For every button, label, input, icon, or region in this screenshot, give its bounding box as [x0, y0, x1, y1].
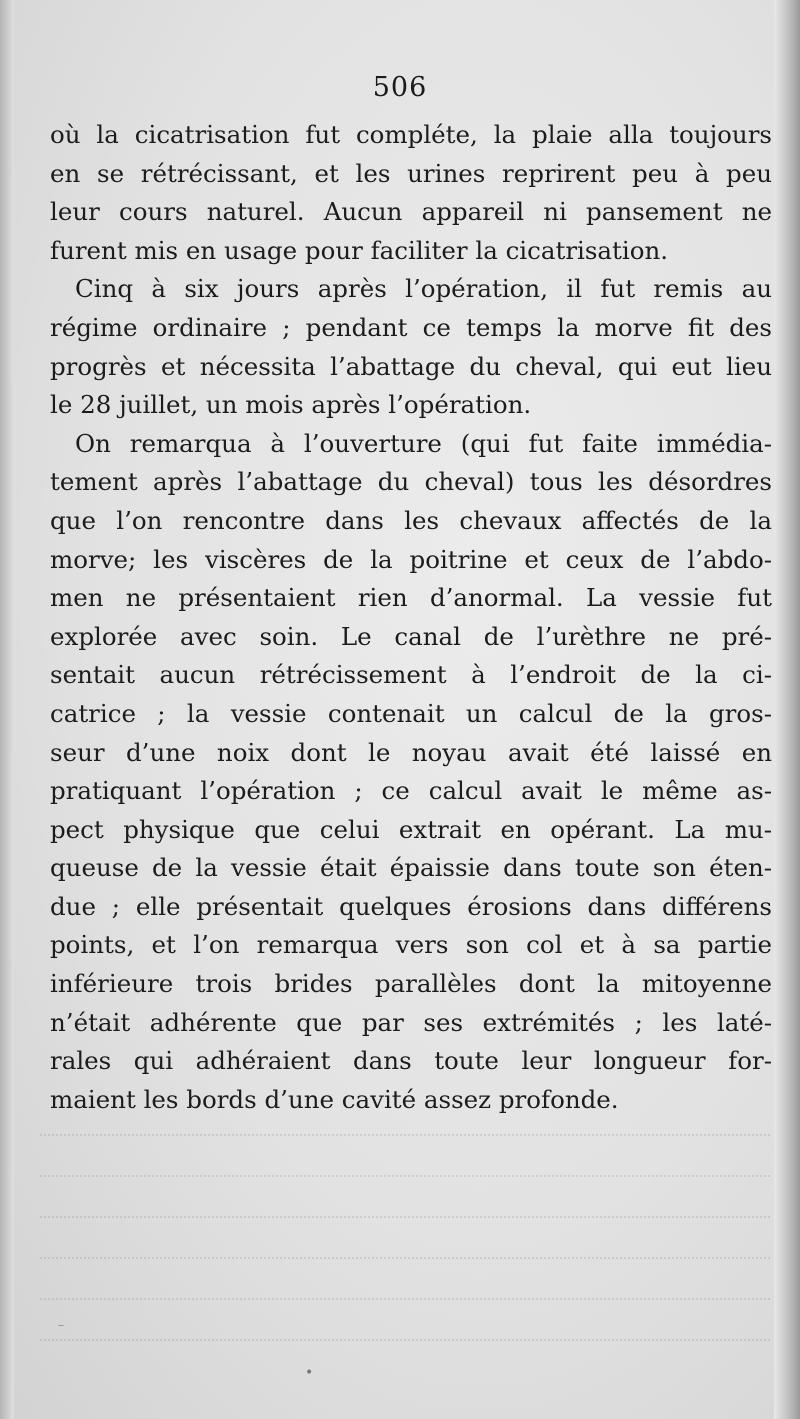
text-line: que l’on rencontre dans les chevaux affectés de la [50, 505, 772, 535]
text-line: seur d’une noix dont le noyau avait été laissé en [50, 737, 772, 767]
text-line: queuse de la vessie était épaissie dans toute son éten- [50, 853, 772, 883]
text-line: inférieure trois brides parallèles dont la mitoyenne [50, 969, 772, 999]
bleed-through-texture [40, 1095, 770, 1395]
text-line: On remarqua à l’ouverture (qui fut faite immédia- [75, 428, 772, 458]
text-line: due ; elle présentait quelques érosions dans différens [50, 891, 772, 921]
text-line: furent mis en usage pour faciliter la cicatrisation. [50, 235, 669, 265]
text-line: pratiquant l’opération ; ce calcul avait le même as- [50, 776, 772, 806]
text-line: progrès et nécessita l’abattage du cheval, qui eut lieu [50, 351, 772, 381]
text-line: n’était adhérente que par ses extrémités ; les laté- [50, 1007, 772, 1037]
text-line: points, et l’on remarqua vers son col et à sa partie [50, 930, 772, 960]
text-line: où la cicatrisation fut compléte, la plaie alla toujours [50, 120, 772, 149]
page-left-edge [0, 0, 14, 1419]
text-line: men ne présentaient rien d’anormal. La vessie fut [50, 583, 772, 613]
text-line: catrice ; la vessie contenait un calcul de la gros- [50, 698, 772, 728]
text-line: explorée avec soin. Le canal de l’urèthre ne pré- [50, 621, 772, 651]
text-line: pect physique que celui extrait en opérant. La mu- [50, 814, 772, 844]
text-line: Cinq à six jours après l’opération, il fut remis au [75, 274, 772, 304]
text-line: régime ordinaire ; pendant ce temps la morve fit des [50, 312, 772, 342]
text-line: sentait aucun rétrécissement à l’endroit de la ci- [50, 660, 772, 690]
ink-speck: • [305, 1365, 314, 1381]
text-line: morve; les viscères de la poitrine et ceux de l’abdo- [50, 544, 772, 574]
text-line: en se rétrécissant, et les urines reprirent peu à peu [50, 158, 772, 188]
page-number: 506 [372, 72, 428, 103]
ink-speck: – [58, 1318, 64, 1332]
page-body-text [50, 116, 772, 1119]
text-line: le 28 juillet, un mois après l’opération. [50, 390, 532, 420]
text-line: leur cours naturel. Aucun appareil ni pansement ne [50, 197, 772, 227]
text-line: maient les bords d’une cavité assez profonde. [50, 1084, 619, 1114]
text-line: tement après l’abattage du cheval) tous les désordres [50, 467, 772, 497]
text-line: rales qui adhéraient dans toute leur longueur for- [50, 1046, 772, 1076]
page-right-edge [774, 0, 800, 1419]
